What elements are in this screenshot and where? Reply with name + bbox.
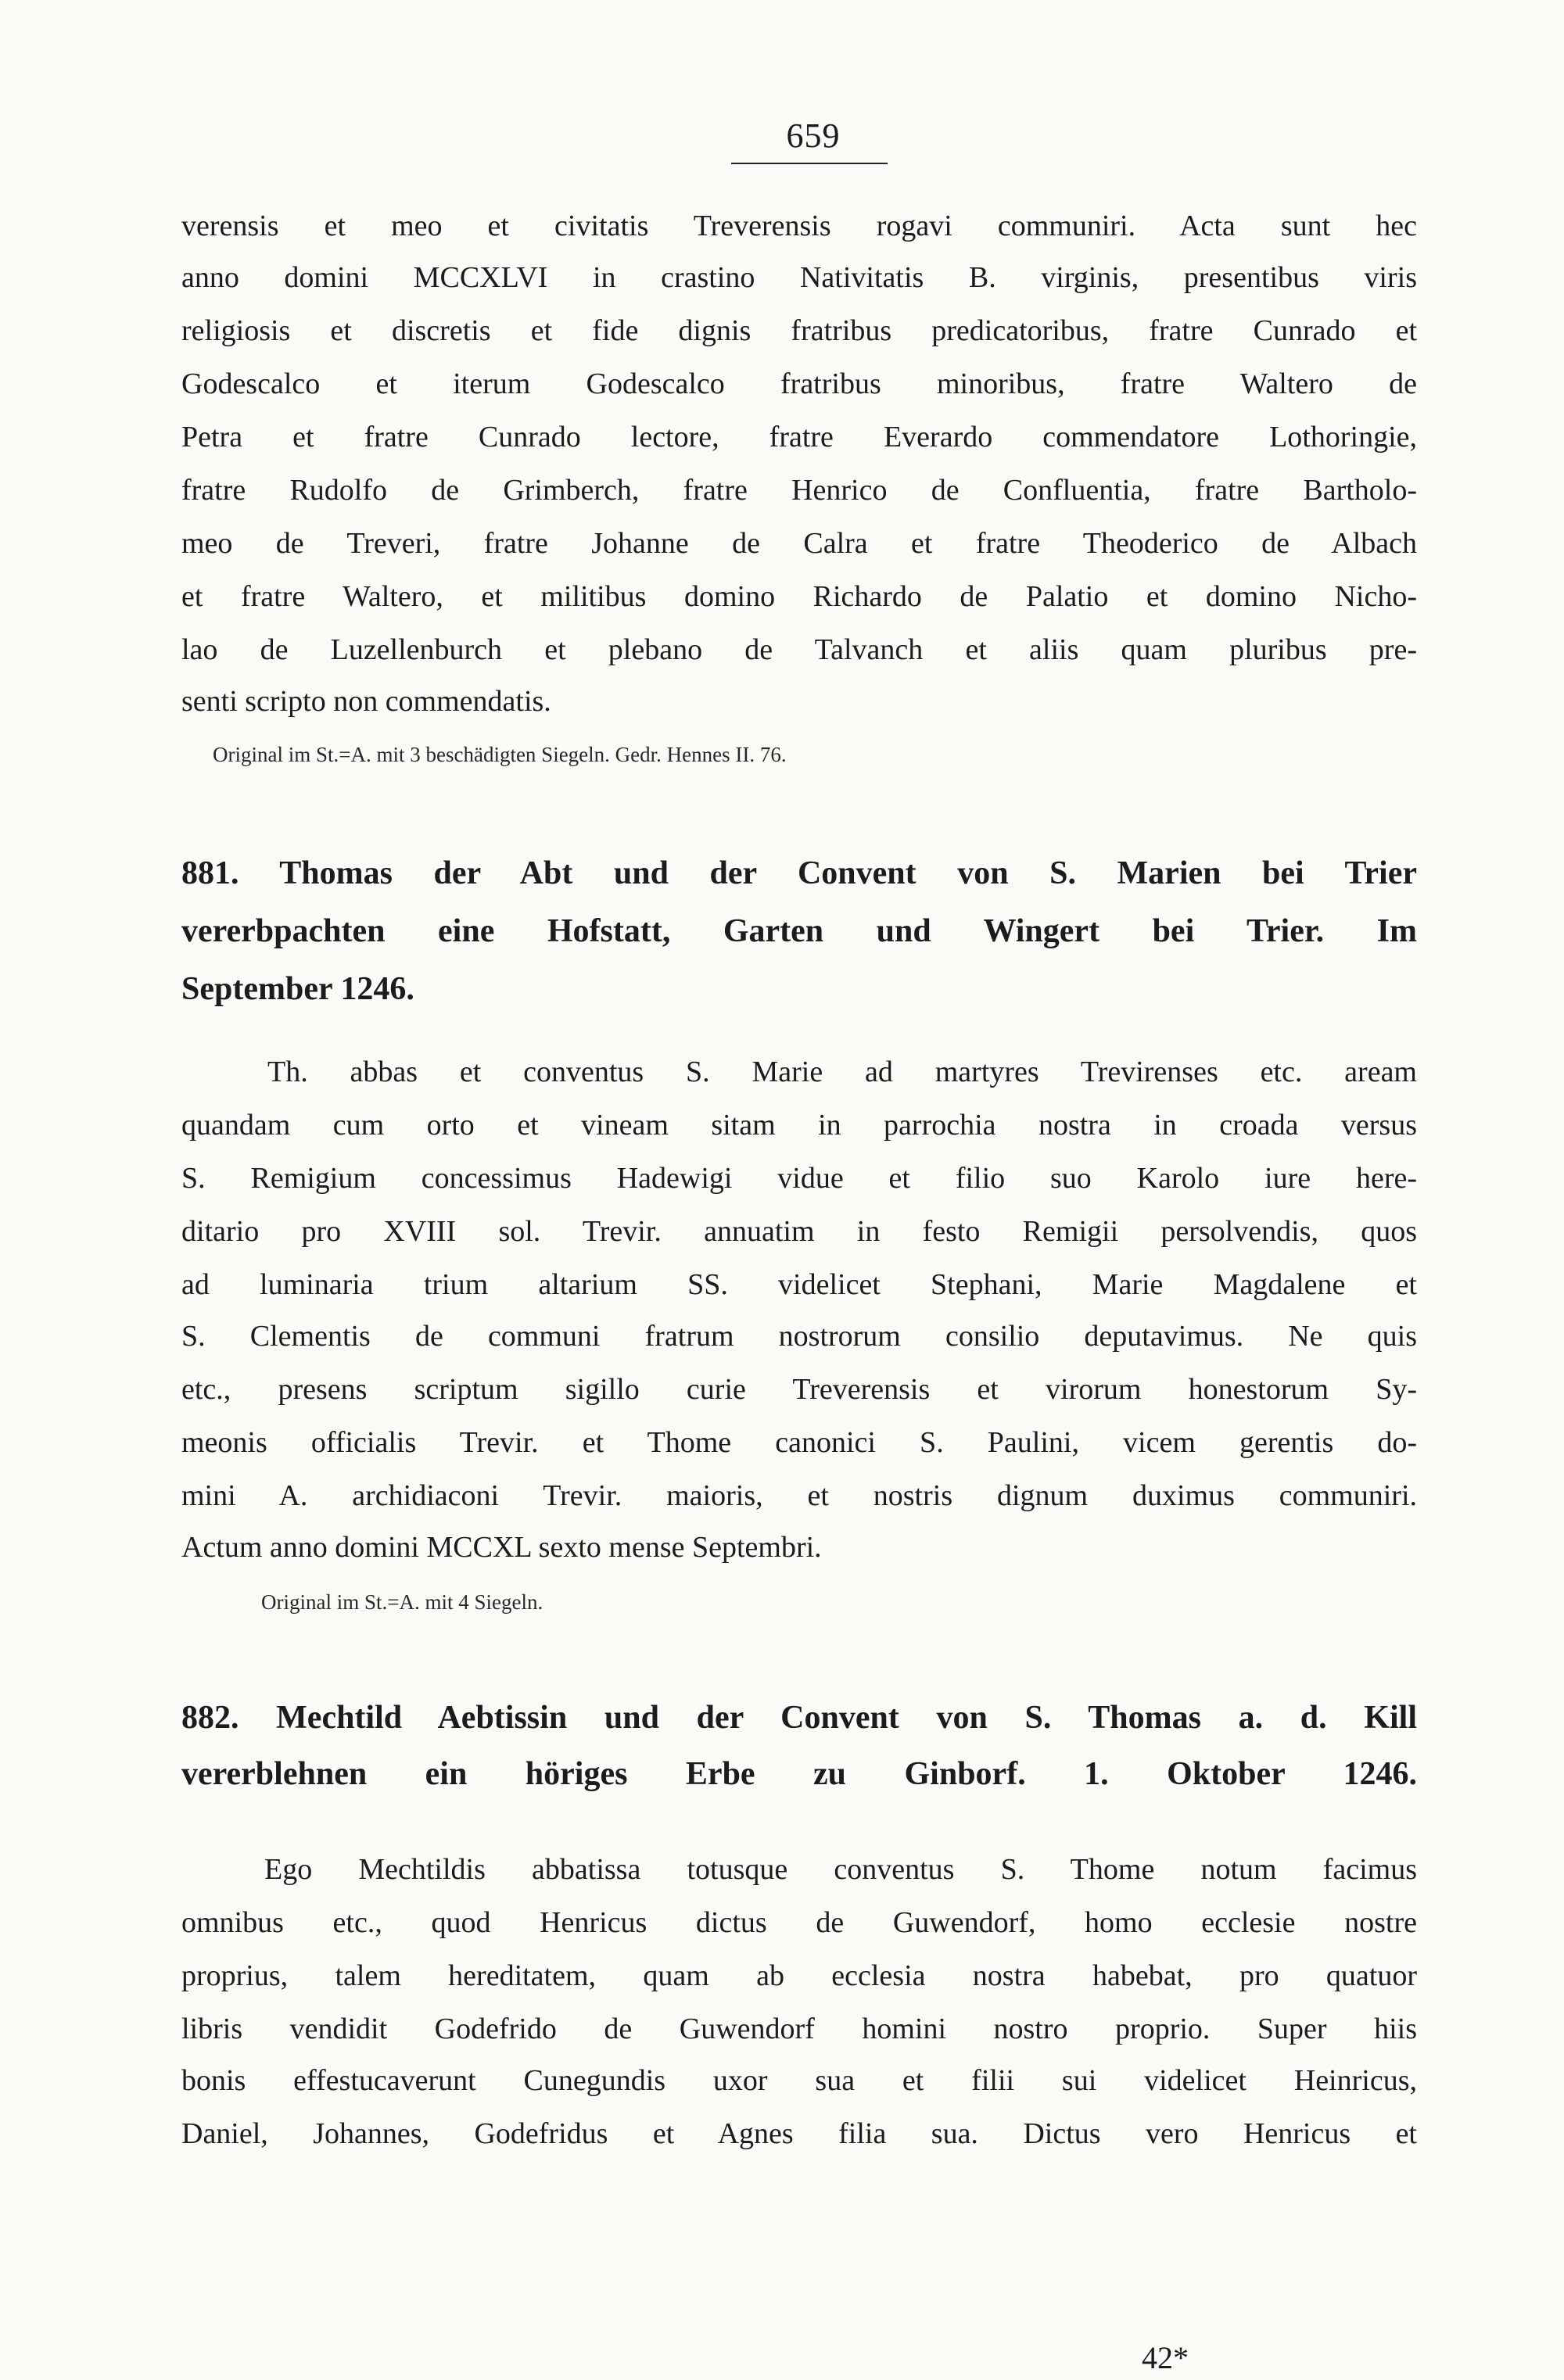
document-heading: 882. Mechtild Aebtissin und der Convent von S. Thomas a. d. Kill xyxy=(181,1700,1417,1736)
text-line: etc., presens scriptum sigillo curie Treverensis et virorum honestorum Sy- xyxy=(181,1373,1417,1406)
text-line: omnibus etc., quod Henricus dictus de Guwendorf, homo ecclesie nostre xyxy=(181,1906,1417,1939)
text-line: ad luminaria trium altarium SS. videlicet Stephani, Marie Magdalene et xyxy=(181,1268,1417,1301)
document-heading: 881. Thomas der Abt und der Convent von S. Marien bei Trier xyxy=(181,855,1417,891)
text-line: meo de Treveri, fratre Johanne de Calra et fratre Theoderico de Albach xyxy=(181,527,1417,560)
text-line: quandam cum orto et vineam sitam in parrochia nostra in croada versus xyxy=(181,1109,1417,1142)
text-line: et fratre Waltero, et militibus domino Richardo de Palatio et domino Nicho- xyxy=(181,580,1417,613)
signature-mark: 42* xyxy=(1142,2340,1189,2375)
text-line: Petra et fratre Cunrado lectore, fratre Everardo commendatore Lothoringie, xyxy=(181,421,1417,453)
text-line: fratre Rudolfo de Grimberch, fratre Henrico de Confluentia, fratre Bartholo- xyxy=(181,474,1417,507)
text-line: ditario pro XVIII sol. Trevir. annuatim in festo Remigii persolvendis, quos xyxy=(181,1215,1417,1248)
text-line: anno domini MCCXLVI in crastino Nativitatis B. virginis, presentibus viris xyxy=(181,261,1417,294)
text-line: Th. abbas et conventus S. Marie ad martyres Trevirenses etc. aream xyxy=(267,1056,1417,1088)
text-line: Ego Mechtildis abbatissa totusque conventus S. Thome notum facimus xyxy=(264,1853,1417,1886)
text-line: mini A. archidiaconi Trevir. maioris, et nostris dignum duximus communiri. xyxy=(181,1479,1417,1512)
document-heading: vererbpachten eine Hofstatt, Garten und Wingert bei Trier. Im xyxy=(181,913,1417,949)
text-line: religiosis et discretis et fide dignis fratribus predicatoribus, fratre Cunrado et xyxy=(181,314,1417,347)
text-line: meonis officialis Trevir. et Thome canonici S. Paulini, vicem gerentis do- xyxy=(181,1426,1417,1459)
text-line: verensis et meo et civitatis Treverensis rogavi communiri. Acta sunt hec xyxy=(181,210,1417,242)
text-line: bonis effestucaverunt Cunegundis uxor sua et filii sui videlicet Heinricus, xyxy=(181,2064,1417,2097)
text-line: libris vendidit Godefrido de Guwendorf homini nostro proprio. Super hiis xyxy=(181,2013,1417,2045)
text-line: S. Remigium concessimus Hadewigi vidue et filio suo Karolo iure here- xyxy=(181,1162,1417,1195)
text-line: Godescalco et iterum Godescalco fratribus minoribus, fratre Waltero de xyxy=(181,367,1417,400)
text-line: S. Clementis de communi fratrum nostrorum consilio deputavimus. Ne quis xyxy=(181,1320,1417,1353)
source-note: Original im St.=A. mit 4 Siegeln. xyxy=(261,1590,543,1614)
text-line: lao de Luzellenburch et plebano de Talvanch et aliis quam pluribus pre- xyxy=(181,633,1417,666)
text-line: proprius, talem hereditatem, quam ab ecclesia nostra habebat, pro quatuor xyxy=(181,1959,1417,1992)
text-line-last: Actum anno domini MCCXL sexto mense Septembri. xyxy=(181,1531,822,1564)
text-line-last: senti scripto non commendatis. xyxy=(181,685,551,718)
page-number: 659 xyxy=(786,116,841,155)
source-note: Original im St.=A. mit 3 beschädigten Siegeln. Gedr. Hennes II. 76. xyxy=(213,743,787,766)
page-number-rule xyxy=(731,163,888,164)
text-line: Daniel, Johannes, Godefridus et Agnes filia sua. Dictus vero Henricus et xyxy=(181,2117,1417,2150)
document-heading: September 1246. xyxy=(181,971,414,1007)
document-heading: vererblehnen ein höriges Erbe zu Ginborf. 1. Oktober 1246. xyxy=(181,1756,1417,1792)
